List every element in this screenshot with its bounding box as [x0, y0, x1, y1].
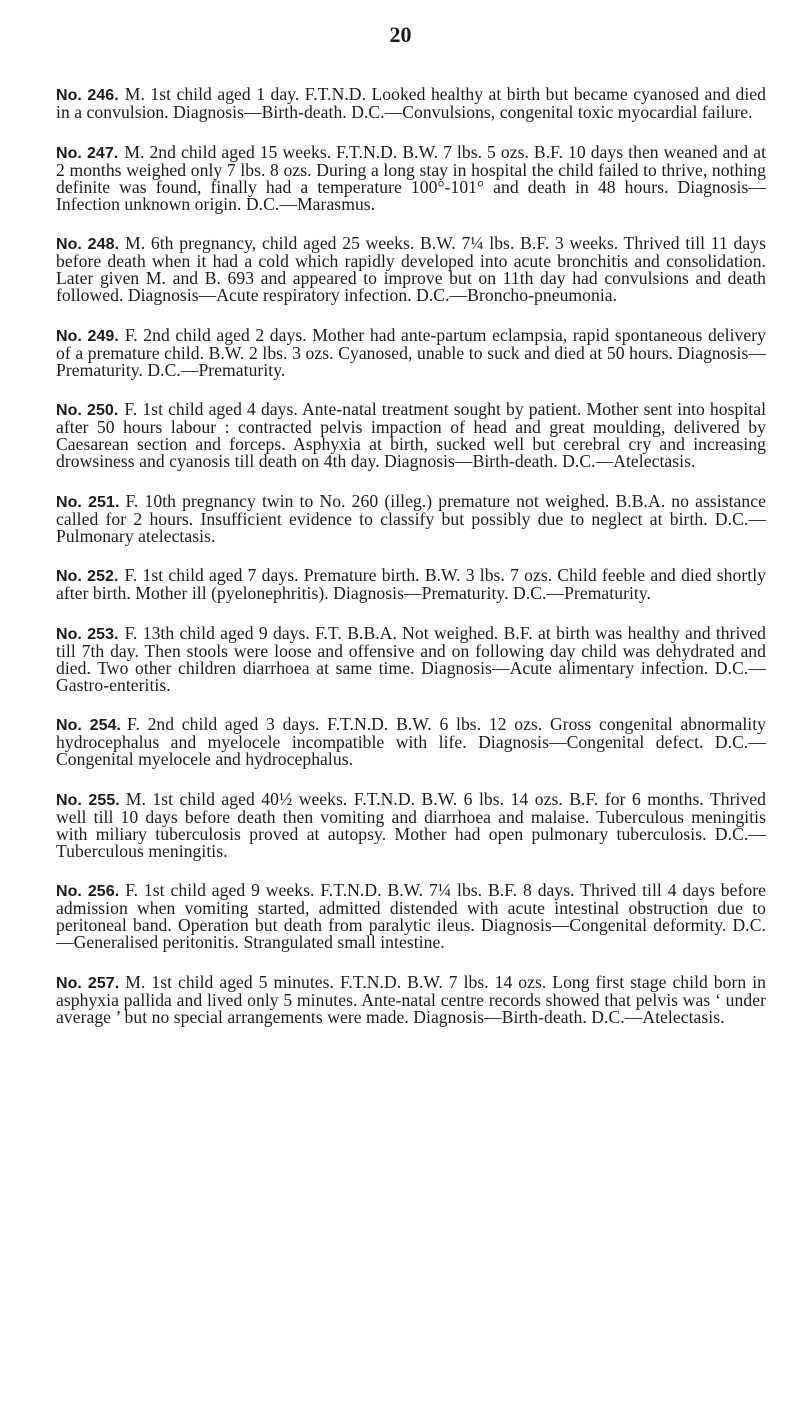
page-number: 20 [389, 22, 412, 47]
case-entries [56, 86, 766, 1048]
case-text: M. 1st child aged 5 minutes. F.T.N.D. B.W. 7 lbs. 14 ozs. Long first stage child born in asphyxia pallida and lived only 5 minutes. Ante-natal centre records showed that pelvis was ‘ under average ’ but no special arrangements were made. Diagnosis—Birth-death. D.C.—Atelectasis. [56, 971, 766, 1027]
case-number: No. 250. [56, 402, 119, 419]
case-text: F. 10th pregnancy twin to No. 260 (illeg.) premature not weighed. B.B.A. no assistance called for 2 hours. Insufficient evidence to classify but possibly due to neglect at birth. D.C.—Pulmonary atelectasis. [56, 490, 766, 546]
case-entry-253 [56, 622, 767, 695]
case-number: No. 256. [56, 883, 120, 900]
case-text: F. 13th child aged 9 days. F.T. B.B.A. Not weighed. B.F. at birth was healthy and thrived till 7th day. Then stools were loose and offensive and on following day child was dehydrated and died. Two other children diarrhoea at same time. Diagnosis—Acute alimentary infection. D.C.—Gastro-enteritis. [56, 622, 767, 695]
case-number: No. 254. [56, 717, 122, 734]
case-text: M. 1st child aged 40½ weeks. F.T.N.D. B.W. 6 lbs. 14 ozs. B.F. for 6 months. Thrived well till 10 days before death then vomiting and diarrhoea and malaise. Tuberculous meningitis with miliary tuberculosis proved at autopsy. Mother had open pulmonary tuberculosis. D.C.—Tuberculous meningitis. [56, 788, 766, 861]
case-entry-247 [56, 141, 767, 214]
case-entry-255 [56, 788, 766, 861]
case-entry-251 [56, 490, 766, 546]
case-entry-248 [56, 235, 766, 304]
case-number: No. 247. [56, 144, 119, 162]
case-text: F. 2nd child aged 2 days. Mother had ante-partum eclampsia, rapid spontaneous delivery of a premature child. B.W. 2 lbs. 3 ozs. Cyanosed, unable to suck and died at 50 hours. Diagnosis—Prematurity. D.C.—Prematurity. [56, 324, 766, 380]
case-number: No. 246. [56, 87, 119, 104]
case-number: No. 248. [56, 236, 120, 253]
case-text: M. 1st child aged 1 day. F.T.N.D. Looked healthy at birth but became cyanosed and died in a convulsion. Diagnosis—Birth-death. D.C.—Convulsions, congenital toxic myocardial failure. [56, 84, 767, 122]
case-text: M. 2nd child aged 15 weeks. F.T.N.D. B.W. 7 lbs. 5 ozs. B.F. 10 days then weaned and at 2 months weighed only 7 lbs. 8 ozs. During a long stay in hospital the child failed to thrive, nothing definite was found, finally had a temperature 100°-101° and death in 48 hours. Diagnosis—Infection unknown origin. D.C.—Marasmus. [56, 141, 767, 214]
case-entry-257 [56, 971, 766, 1027]
case-text: F. 1st child aged 4 days. Ante-natal treatment sought by patient. Mother sent into hospital after 50 hours labour : contracted pelvis impaction of head and great moulding, delivered by Caesarean section and forceps. Asphyxia at birth, sucked well but cerebral cry and increasing drowsiness and cyanosis till death on 4th day. Diagnosis—Birth-death. D.C.—Atelectasis. [56, 399, 767, 471]
case-entry-246 [56, 86, 766, 121]
case-entry-250 [56, 401, 766, 470]
case-number: No. 252. [56, 568, 119, 585]
case-text: F. 1st child aged 7 days. Premature birth. B.W. 3 lbs. 7 ozs. Child feeble and died shortly after birth. Mother ill (pyelonephritis). Diagnosis—Prematurity. D.C.—Prematurity. [56, 565, 766, 603]
case-entry-252 [56, 567, 766, 602]
case-number: No. 251. [56, 493, 120, 511]
case-entry-254 [56, 716, 766, 768]
case-number: No. 253. [56, 625, 119, 643]
case-text: F. 2nd child aged 3 days. F.T.N.D. B.W. 6 lbs. 12 ozs. Gross congenital abnormality hydrocephalus and myelocele incompatible with life. Diagnosis—Congenital defect. D.C.—Congenital myelocele and hydrocephalus. [56, 714, 767, 769]
case-number: No. 249. [56, 327, 119, 345]
case-entry-249 [56, 324, 766, 380]
case-text: F. 1st child aged 9 weeks. F.T.N.D. B.W. 7¼ lbs. B.F. 8 days. Thrived till 4 days before admission when vomiting started, admitted distended with acute intestinal obstruction due to peritoneal band. Operation but death from paralytic ileus. Diagnosis—Congenital deformity. D.C.—Generalised peritonitis. Strangulated small intestine. [56, 880, 766, 952]
case-text: M. 6th pregnancy, child aged 25 weeks. B.W. 7¼ lbs. B.F. 3 weeks. Thrived till 11 days before death when it had a cold which rapidly developed into acute bronchitis and consolidation. Later given M. and B. 693 and appeared to improve but on 11th day had convulsions and death followed. Diagnosis—Acute respiratory infection. D.C.—Broncho-pneumonia. [56, 233, 766, 305]
case-number: No. 255. [56, 791, 120, 809]
case-entry-256 [56, 882, 766, 951]
case-number: No. 257. [56, 974, 120, 992]
